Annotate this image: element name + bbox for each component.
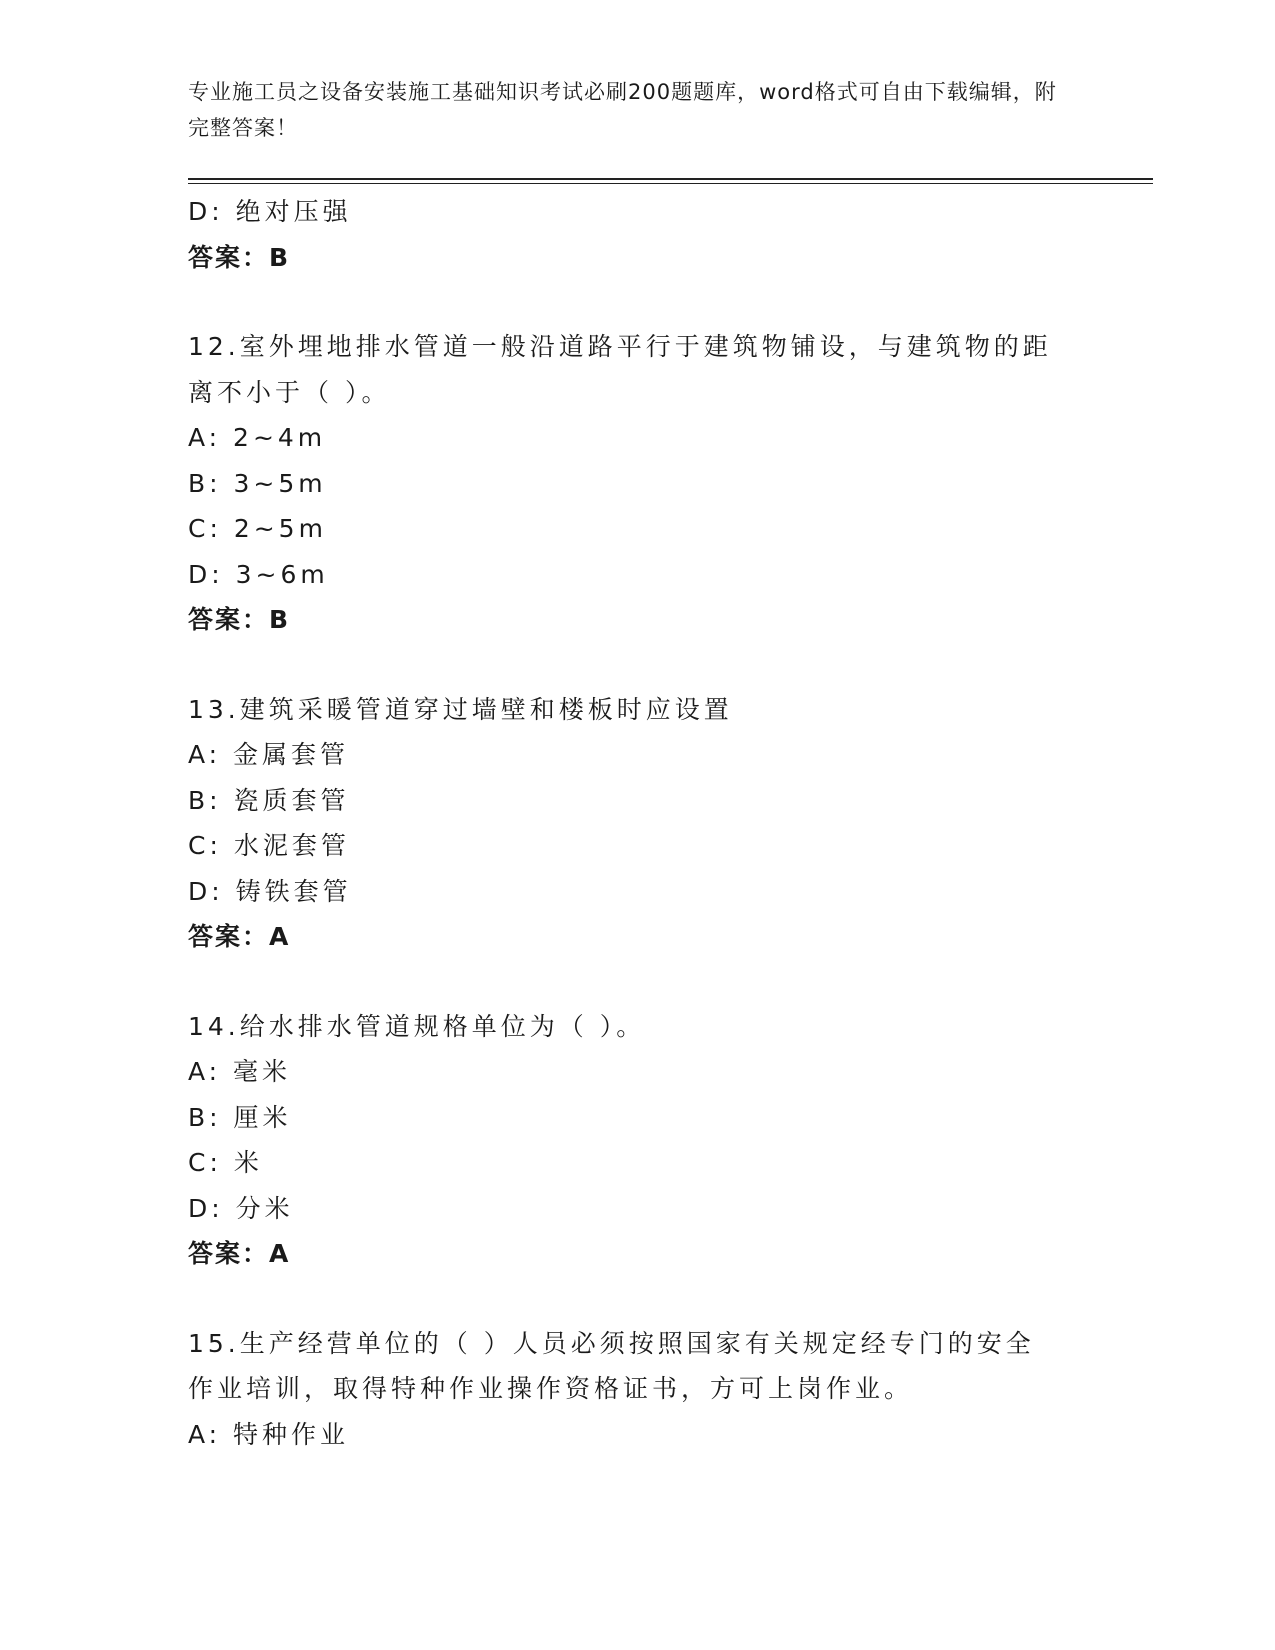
header-divider-thick bbox=[188, 178, 1153, 180]
question-stem: 12.室外埋地排水管道一般沿道路平行于建筑物铺设，与建筑物的距离不小于（ ）。 bbox=[188, 332, 1052, 407]
answer-line: 答案：B bbox=[188, 605, 291, 634]
option-d: D: 3~6m bbox=[188, 559, 329, 589]
option-c: C: 米 bbox=[188, 1148, 263, 1177]
option-d: D: 分米 bbox=[188, 1193, 294, 1223]
question-stem: 15.生产经营单位的（ ）人员必须按照国家有关规定经专门的安全作业培训，取得特种作业操作资格证书，方可上岗作业。 bbox=[188, 1328, 1035, 1403]
option-b: B: 3~5m bbox=[188, 468, 327, 498]
question-stem: 13.建筑采暖管道穿过墙壁和楼板时应设置 bbox=[188, 694, 733, 724]
answer-line: 答案：A bbox=[188, 1239, 291, 1268]
option-b: B: 瓷质套管 bbox=[188, 785, 350, 815]
option-c: C: 水泥套管 bbox=[188, 831, 350, 860]
answer-line: 答案：B bbox=[188, 242, 291, 272]
question-content bbox=[188, 189, 1088, 1457]
carryover-question-tail bbox=[188, 189, 1088, 280]
option-a: A: 金属套管 bbox=[188, 740, 350, 769]
option-a: A: 特种作业 bbox=[188, 1419, 350, 1449]
question-stem: 14.给水排水管道规格单位为（ ）。 bbox=[188, 1011, 646, 1041]
header-divider-thin bbox=[188, 183, 1153, 184]
question-15 bbox=[188, 1321, 1088, 1458]
option-d: D: 绝对压强 bbox=[188, 197, 352, 226]
question-14 bbox=[188, 1004, 1088, 1277]
option-a: A: 毫米 bbox=[188, 1057, 292, 1086]
question-13 bbox=[188, 687, 1088, 960]
option-d: D: 铸铁套管 bbox=[188, 876, 352, 906]
page-header-title: 专业施工员之设备安装施工基础知识考试必刷200题题库，word格式可自由下载编辑，附完整答案！ bbox=[188, 80, 1057, 140]
answer-line: 答案：A bbox=[188, 922, 291, 951]
option-a: A: 2~4m bbox=[188, 423, 327, 452]
option-c: C: 2~5m bbox=[188, 514, 327, 543]
question-12 bbox=[188, 324, 1088, 643]
option-b: B: 厘米 bbox=[188, 1102, 292, 1132]
